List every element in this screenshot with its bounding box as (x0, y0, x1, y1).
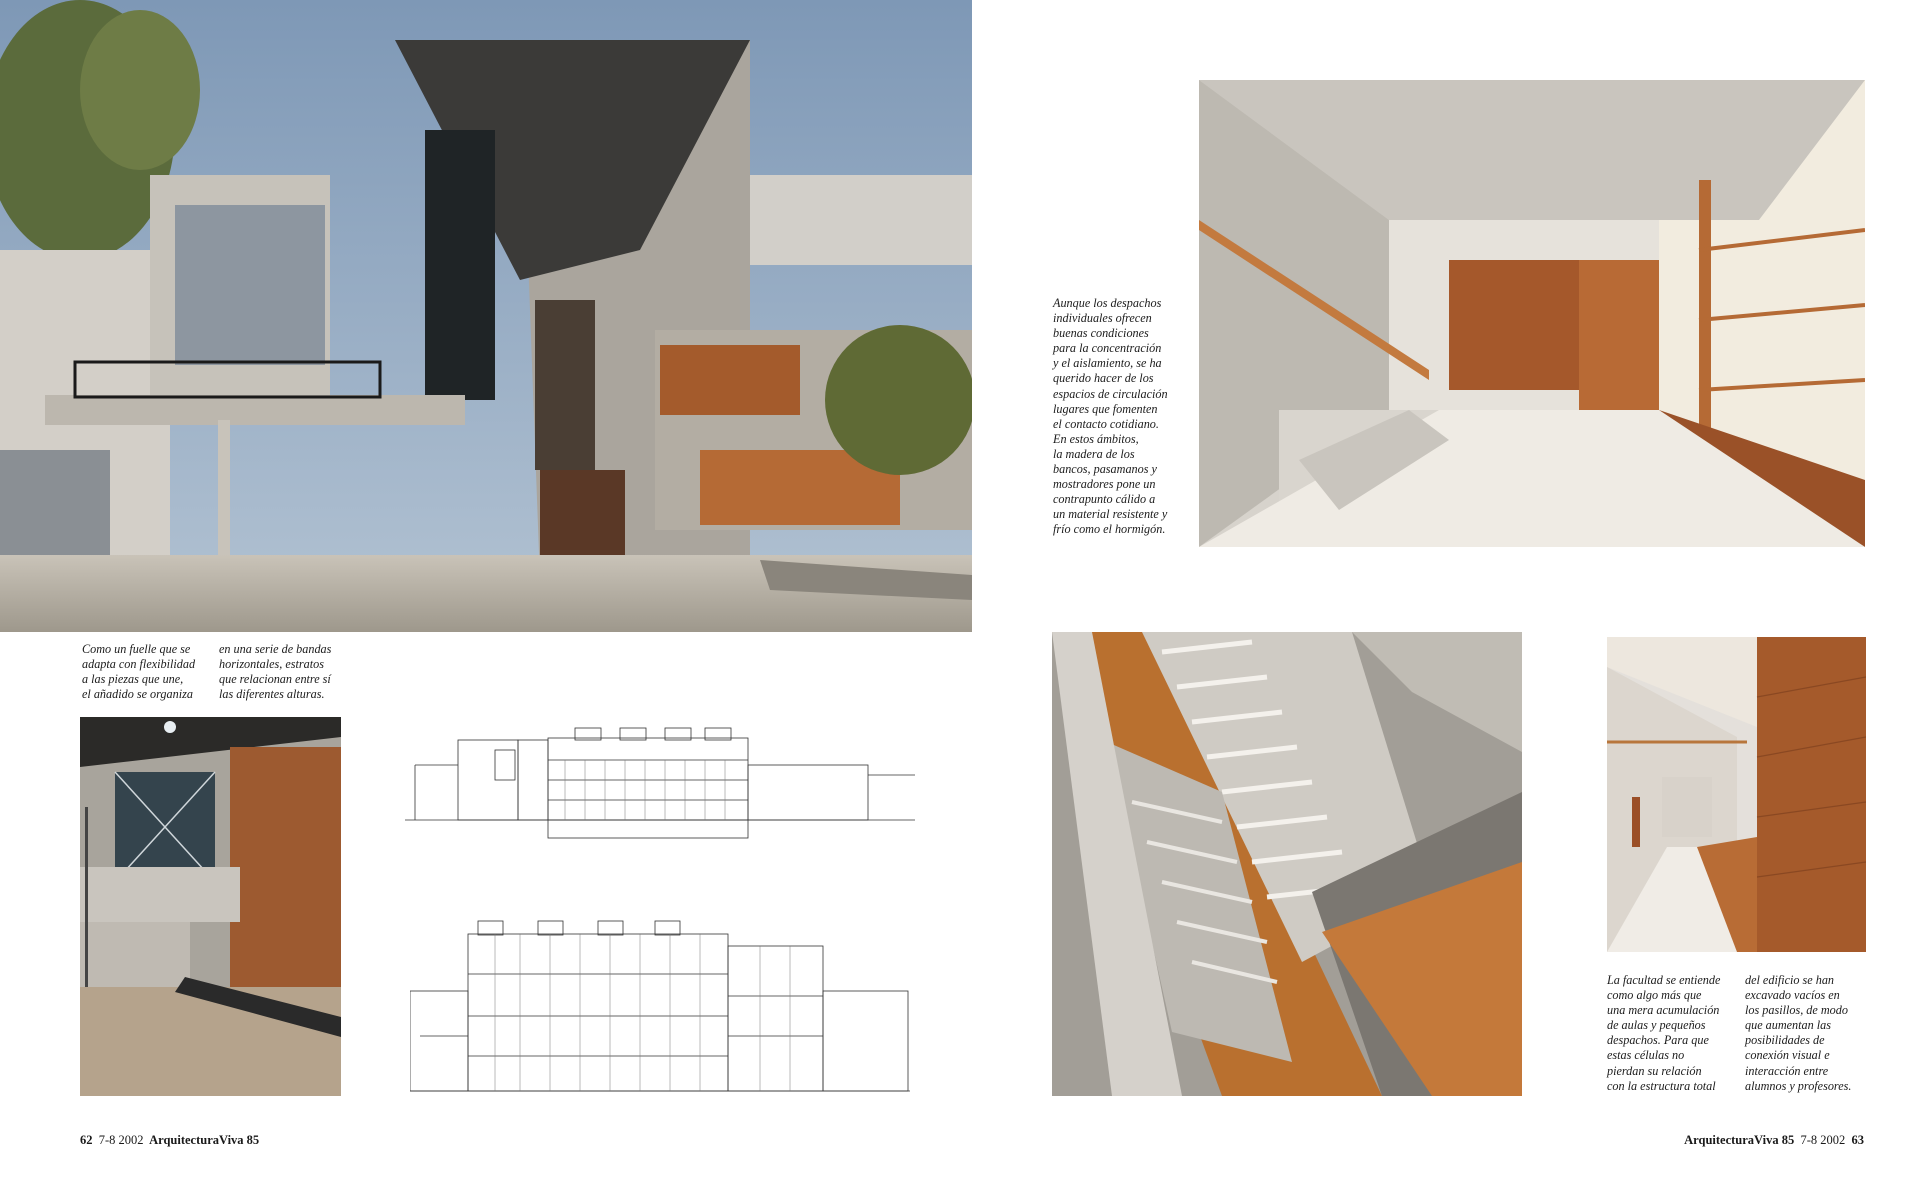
folio-left-page: 62 (80, 1133, 93, 1147)
folio-left-magazine: ArquitecturaViva 85 (149, 1133, 260, 1147)
folio-right (1684, 1133, 1864, 1148)
photo-interior-corridor (1199, 80, 1865, 547)
photo-exterior-facade (0, 0, 972, 632)
folio-right-date: 7-8 2002 (1800, 1133, 1846, 1147)
caption-main-photo-col1: Como un fuelle que se adapta con flexibilidad a las piezas que une, el añadido se organiza (82, 642, 196, 702)
folio-right-page: 63 (1851, 1133, 1864, 1147)
photo-corridor-void (1607, 637, 1866, 952)
drawing-section-upper (405, 720, 915, 843)
folio-right-magazine: ArquitecturaViva 85 (1684, 1133, 1795, 1147)
caption-faculty-col1: La facultad se entiende como algo más que una mera acumulación de aulas y pequeños despachos. Para que estas células no pierdan su relación con la estructura total (1607, 973, 1721, 1093)
folio-left-date: 7-8 2002 (98, 1133, 144, 1147)
caption-faculty-col2: del edificio se han excavado vacíos en los pasillos, de modo que aumentan las posibilidades de conexión visual e interacción entre alumnos y profesores. (1745, 973, 1852, 1093)
photo-covered-walkway (80, 717, 341, 1096)
caption-offices: Aunque los despachos individuales ofrecen buenas condiciones para la concentración y el aislamiento, se ha querido hacer de los espacios de circulación lugares que fomenten el contacto cotidiano. En estos ámbitos, la madera de los bancos, pasamanos y mostradores pone un contrapunto cálido a un material resistente y frío como el hormigón. (1053, 296, 1168, 537)
caption-main-photo-col2: en una serie de bandas horizontales, estratos que relacionan entre sí las diferentes alturas. (219, 642, 332, 702)
folio-left (80, 1133, 259, 1148)
photo-stairwell (1052, 632, 1522, 1096)
drawing-section-lower (410, 916, 910, 1096)
